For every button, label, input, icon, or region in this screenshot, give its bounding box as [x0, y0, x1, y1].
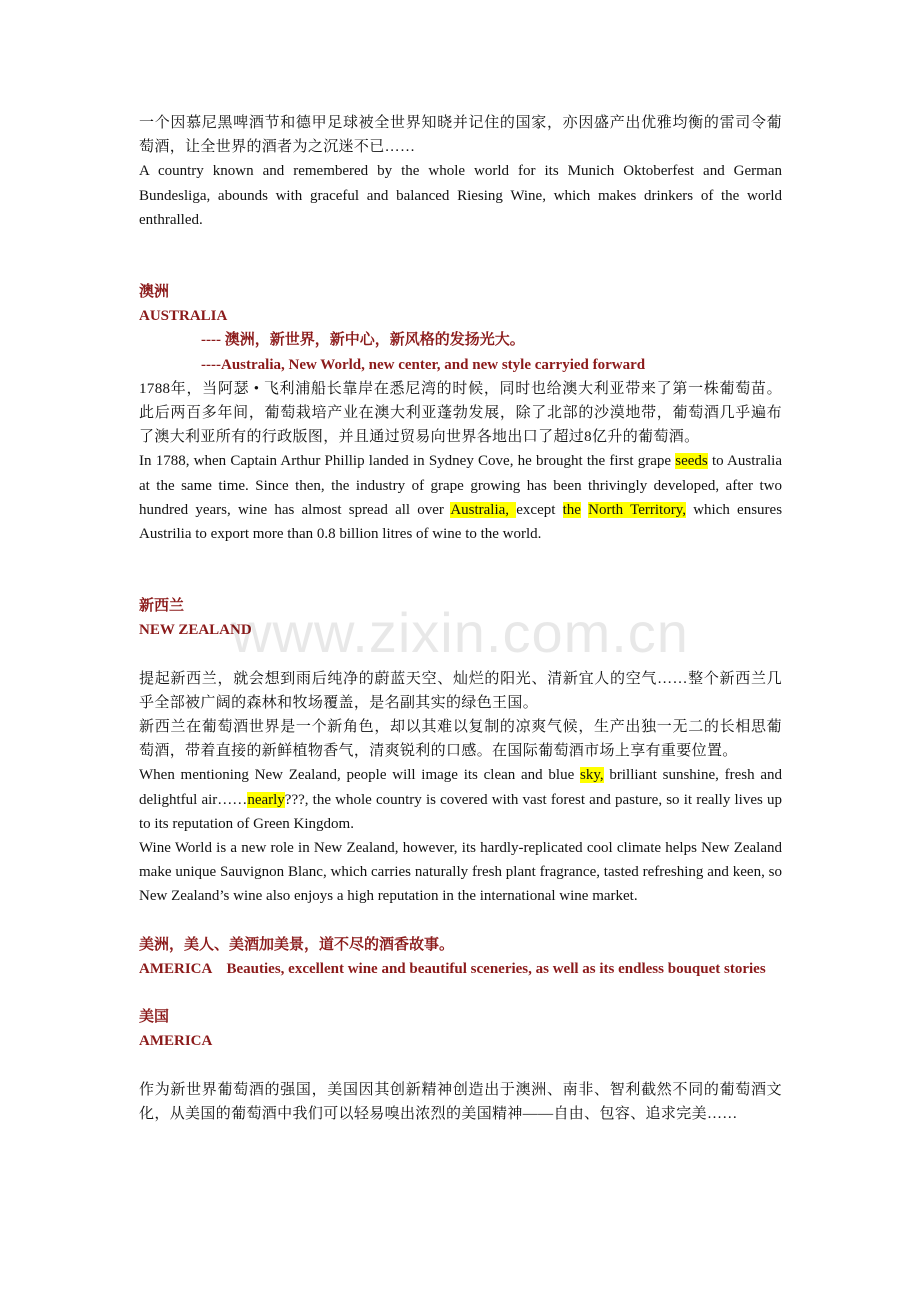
- highlight-north-territory: North Territory,: [588, 501, 686, 518]
- australia-subtitle-en: ----Australia, New World, new center, and new style carryied forward: [201, 356, 646, 373]
- new-zealand-body-zh-2: 新西兰在葡萄酒世界是一个新角色，却以其难以复制的凉爽气候，生产出独一无二的长相思葡萄酒，带着直接的新鲜植物香气，清爽锐利的口感。在国际葡萄酒市场上享有重要位置。: [139, 719, 782, 760]
- america-intro-zh: 美洲，美人、美酒加美景，道不尽的酒香故事。: [139, 936, 455, 953]
- america-intro-en: AMERICA Beauties, excellent wine and beautiful sceneries, as well as its endless bouquet stories: [139, 960, 766, 977]
- spacer: [139, 546, 782, 594]
- spacer: [139, 232, 782, 280]
- australia-subtitle-zh: ---- 澳洲，新世界，新中心，新风格的发扬光大。: [201, 332, 525, 349]
- spacer: [139, 1054, 782, 1078]
- highlight-seeds: seeds: [675, 453, 708, 470]
- new-zealand-heading-zh: 新西兰: [139, 598, 185, 615]
- australia-heading-en: AUSTRALIA: [139, 308, 228, 325]
- watermark: www.zixin.com.cn: [231, 601, 689, 664]
- highlight-australia: Australia,: [450, 501, 517, 518]
- germany-intro-en: A country known and remembered by the whole world for its Munich Oktoberfest and German Bundesliga, abounds with graceful and balanced Riesing Wine, which makes drinkers of the world enthralled.: [139, 163, 782, 228]
- new-zealand-body-en-2: Wine World is a new role in New Zealand, however, its hardly-replicated cool climate helps New Zealand make unique Sauvignon Blanc, which carries naturally fresh plant fragrance, tasted refreshing and keen, so New Zealand’s wine also enjoys a high reputation in the international wine market.: [139, 840, 782, 905]
- new-zealand-body-zh-1: 提起新西兰，就会想到雨后纯净的蔚蓝天空、灿烂的阳光、清新宜人的空气……整个新西兰几乎全部被广阔的森林和牧场覆盖，是名副其实的绿色王国。: [139, 670, 782, 711]
- highlight-sky: sky,: [580, 767, 604, 784]
- spacer: [139, 981, 782, 1005]
- document-page: [139, 111, 782, 1126]
- text-run: which ensures Austrilia to export more than 0.8 billion litres of wine to the world.: [139, 501, 783, 543]
- text-run: brilliant sunshine, fresh and delightful air……: [139, 767, 782, 808]
- new-zealand-heading-en: NEW ZEALAND: [139, 622, 252, 639]
- germany-intro-zh: 一个因慕尼黑啤酒节和德甲足球被全世界知晓并记住的国家，亦因盛产出优雅均衡的雷司令葡萄酒，让全世界的酒者为之沉迷不已……: [139, 115, 782, 156]
- usa-heading-en: AMERICA: [139, 1033, 213, 1050]
- text-run: In 1788, when Captain Arthur Phillip landed in Sydney Cove, he brought the first grape: [139, 453, 676, 470]
- spacer: [139, 909, 782, 933]
- highlight-nearly: nearly: [247, 791, 285, 808]
- usa-heading-zh: 美国: [139, 1009, 170, 1026]
- australia-heading-zh: 澳洲: [139, 284, 170, 301]
- text-run: ???, the whole country is covered with vast forest and pasture, so it really lives up to its reputation of Green Kingdom.: [139, 791, 782, 832]
- spacer: [139, 643, 782, 667]
- australia-body-zh: 1788年，当阿瑟 • 飞利浦船长靠岸在悉尼湾的时候，同时也给澳大利亚带来了第一株葡萄苗。此后两百多年间，葡萄栽培产业在澳大利亚蓬勃发展，除了北部的沙漠地带，葡萄酒几乎遍布了澳大利亚所有的行政版图，并且通过贸易向世界各地出口了超过8亿升的葡萄酒。: [139, 380, 782, 446]
- text-run: except: [516, 501, 563, 518]
- highlight-the: the: [562, 501, 581, 518]
- text-run: When mentioning New Zealand, people will image its clean and blue: [139, 767, 580, 784]
- australia-body-en: [139, 449, 782, 546]
- text-run: to Australia at the same time. Since then, the industry of grape growing has been thrivingly developed, after two hundred years, wine has almost spread all over: [139, 453, 783, 518]
- usa-body-zh: 作为新世界葡萄酒的强国，美国因其创新精神创造出于澳洲、南非、智利截然不同的葡萄酒文化，从美国的葡萄酒中我们可以轻易嗅出浓烈的美国精神——自由、包容、追求完美……: [139, 1081, 782, 1122]
- new-zealand-body-en-1: [139, 763, 782, 836]
